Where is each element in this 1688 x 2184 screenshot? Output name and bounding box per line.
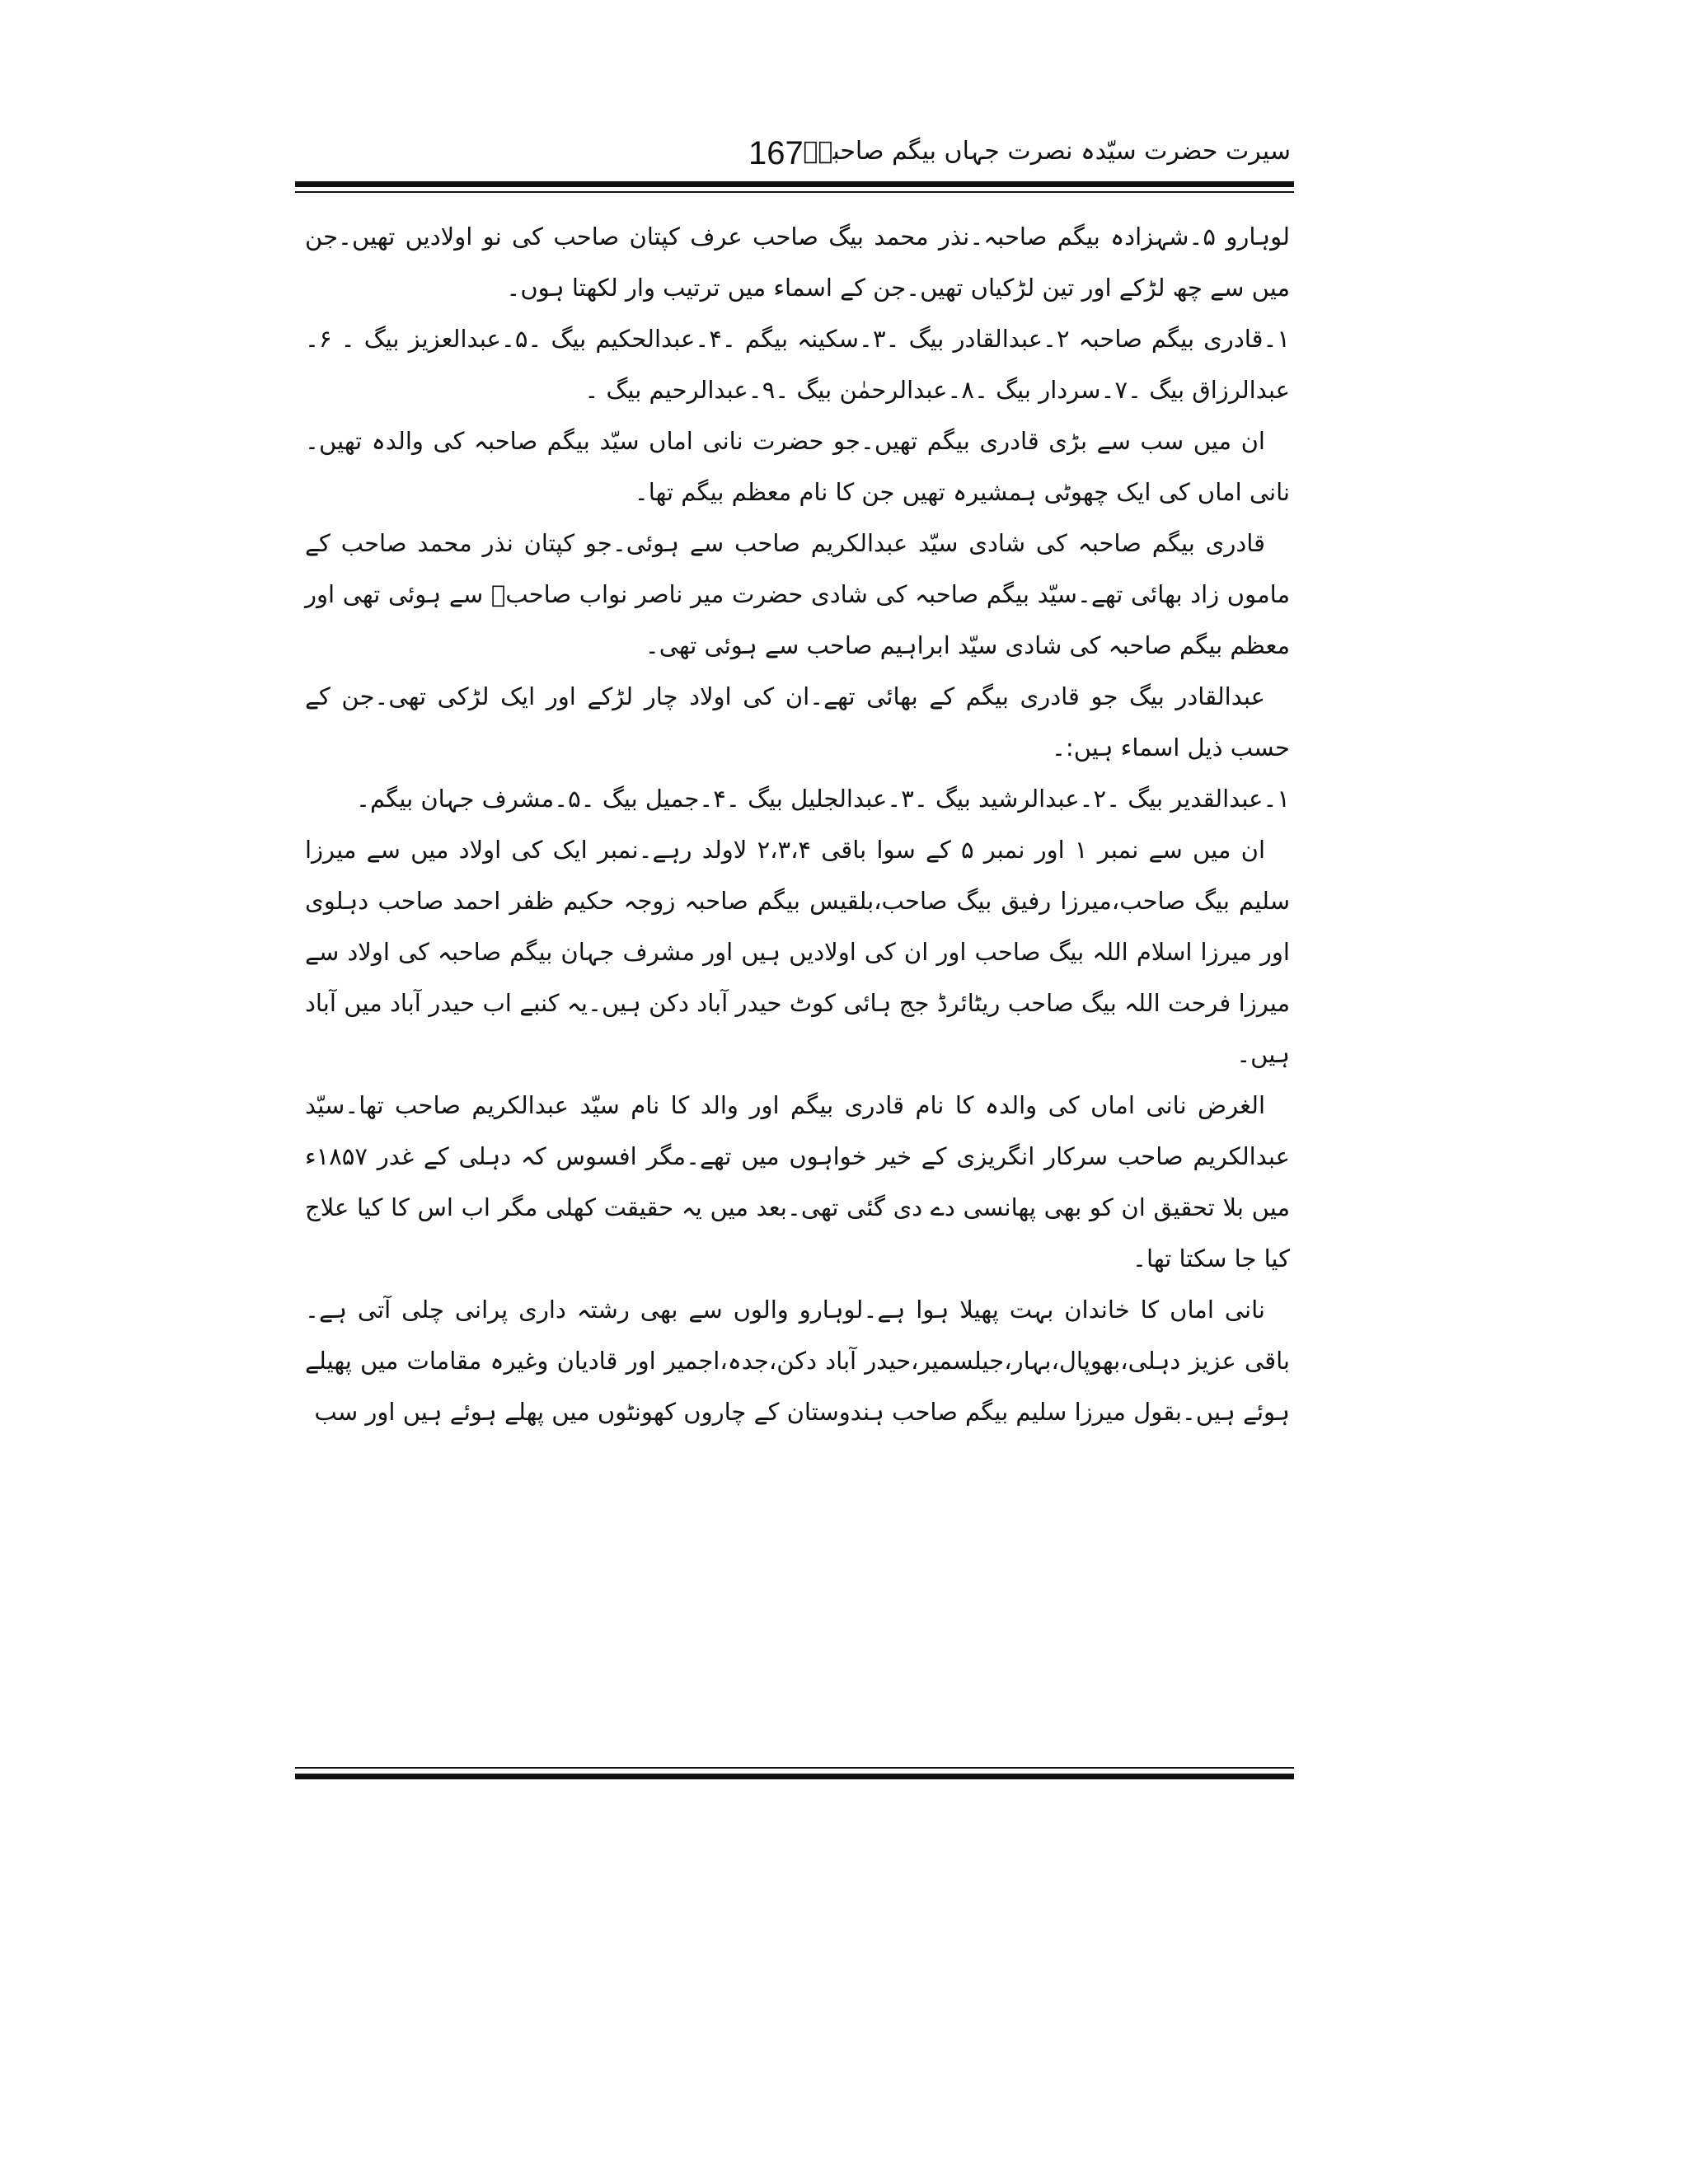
header-rule-thin xyxy=(295,191,1294,193)
paragraph-6: ۱۔عبدالقدیر بیگ ۔۲۔عبدالرشید بیگ ۔۳۔عبدالجلیل بیگ ۔۴۔جمیل بیگ ۔۵۔مشرف جہان بیگم۔ xyxy=(356,785,1290,813)
paragraph-7: ان میں سے نمبر ۱ اور نمبر ۵ کے سوا باقی ۲،۳،۴ لاولد رہے۔نمبر ایک کی اولاد میں سے میرزا سلیم بیگ صاحب،میرزا رفیق بیگ صاحب،بلقیس بیگم صاحبہ زوجہ حکیم ظفر احمد صاحب دہلوی اور میرزا اسلام اللہ بیگ صاحب اور ان کی اولادیں ہیں اور مشرف جہان بیگم صاحبہ کی اولاد سے میرزا فرحت اللہ بیگ صاحب ریٹائرڈ جج ہائی کوٹ حیدر آباد دکن ہیں۔یہ کنبے اب حیدر آباد میں آباد ہیں۔ xyxy=(305,836,1290,1068)
header-rule-thick xyxy=(295,181,1294,187)
paragraph-1: لوہارو ۵۔شہزادہ بیگم صاحبہ۔نذر محمد بیگ صاحب عرف کپتان صاحب کی نو اولادیں تھیں۔جن میں سے چھ لڑکے اور تین لڑکیاں تھیں۔جن کے اسماء میں ترتیب وار لکھتا ہوں۔ xyxy=(305,223,1290,302)
paragraph-3: ان میں سب سے بڑی قادری بیگم تھیں۔جو حضرت نانی اماں سیّد بیگم صاحبہ کی والدہ تھیں۔نانی اماں کی ایک چھوٹی ہمشیرہ تھیں جن کا نام معظم بیگم تھا۔ xyxy=(305,427,1290,506)
paragraph-8: الغرض نانی اماں کی والدہ کا نام قادری بیگم اور والد کا نام سیّد عبدالکریم صاحب تھا۔سیّد عبدالکریم صاحب سرکار انگریزی کے خیر خواہوں میں تھے۔مگر افسوس کہ دہلی کے غدر ۱۸۵۷ء میں بلا تحقیق ان کو بھی پھانسی دے دی گئی تھی۔بعد میں یہ حقیقت کھلی مگر اب اس کا کیا علاج کیا جا سکتا تھا۔ xyxy=(305,1091,1290,1272)
body-text xyxy=(305,211,1290,1437)
paragraph-9: نانی اماں کا خاندان بہت پھیلا ہوا ہے۔لوہارو والوں سے بھی رشتہ داری پرانی چلی آتی ہے۔ باقی عزیز دہلی،بھوپال،بہار،جیلسمیر،حیدر آباد دکن،جدہ،اجمیر اور قادیان وغیرہ مقامات میں پھیلے ہوئے ہیں۔بقول میرزا سلیم بیگم صاحب ہندوستان کے چاروں کھونٹوں میں پھلے ہوئے ہیں اور سب xyxy=(305,1296,1290,1426)
paragraph-5: عبدالقادر بیگ جو قادری بیگم کے بھائی تھے۔ان کی اولاد چار لڑکے اور ایک لڑکی تھی۔جن کے حسب ذیل اسماء ہیں:۔ xyxy=(305,682,1290,762)
footer-rule-thick xyxy=(295,1774,1294,1779)
running-title: سیرت حضرت سیّدہ نصرت جہاں بیگم صاحبہؓ xyxy=(803,137,1291,166)
footer-rule-thin xyxy=(295,1767,1294,1769)
paragraph-2: ۱۔قادری بیگم صاحبہ ۲۔عبدالقادر بیگ ۔۳۔سکینہ بیگم ۔۴۔عبدالحکیم بیگ ۔۵۔عبدالعزیز بیگ ۔ ۶۔عبدالرزاق بیگ ۔۷۔سردار بیگ ۔۸۔عبدالرحمٰن بیگ ۔۹۔عبدالرحیم بیگ ۔ xyxy=(305,325,1290,404)
page-number: 167 xyxy=(748,135,804,171)
page-header xyxy=(295,132,1291,178)
paragraph-4: قادری بیگم صاحبہ کی شادی سیّد عبدالکریم صاحب سے ہوئی۔جو کپتان نذر محمد صاحب کے ماموں زاد بھائی تھے۔سیّد بیگم صاحبہ کی شادی حضرت میر ناصر نواب صاحبؓ سے ہوئی تھی اور معظم بیگم صاحبہ کی شادی سیّد ابراہیم صاحب سے ہوئی تھی۔ xyxy=(305,529,1290,659)
